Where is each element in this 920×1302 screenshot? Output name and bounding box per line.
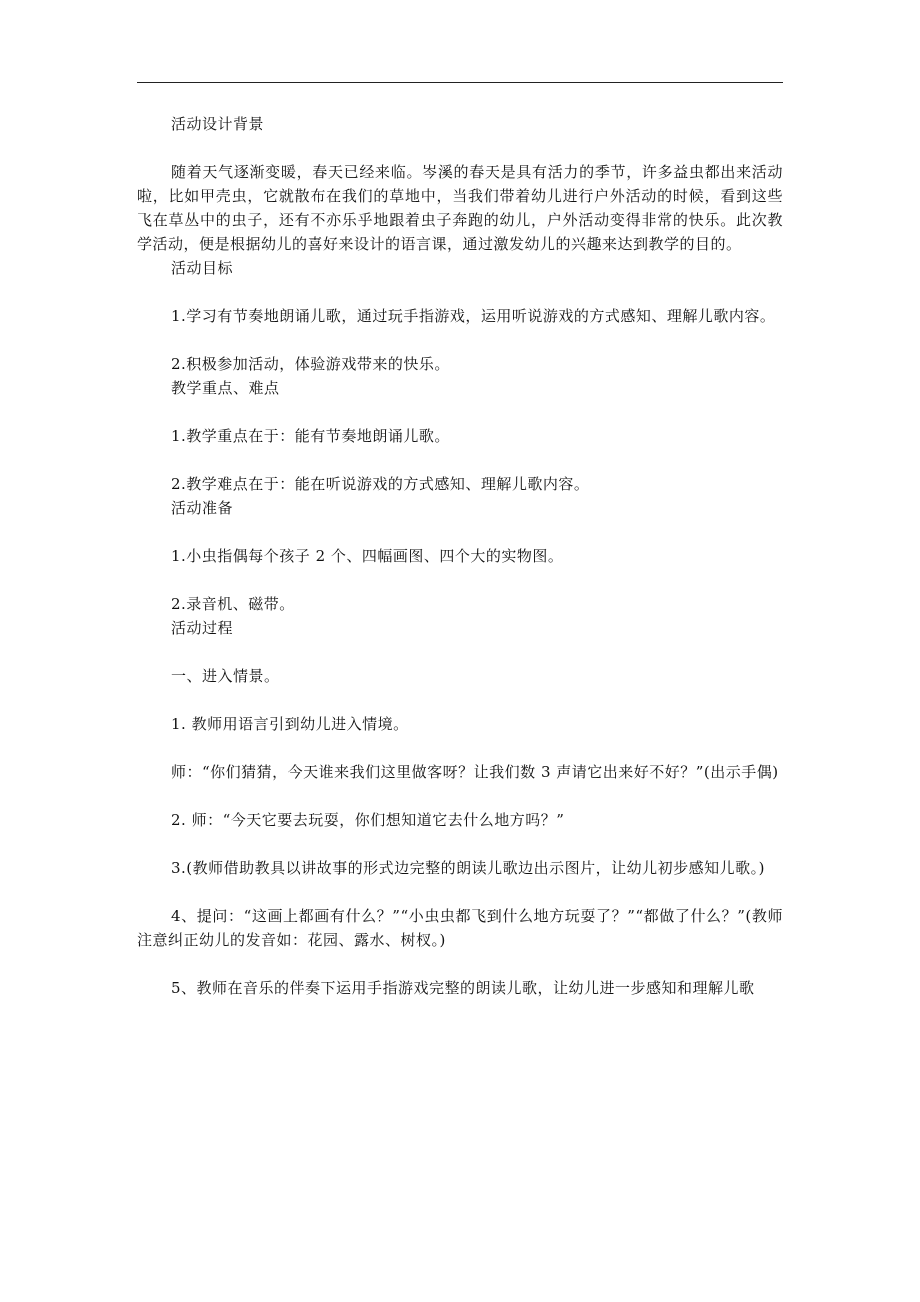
heading-key-points: 教学重点、难点 bbox=[171, 379, 280, 397]
paragraph-process-intro: 一、进入情景。 bbox=[171, 667, 280, 685]
paragraph-goal-2: 2.积极参加活动，体验游戏带来的快乐。 bbox=[171, 355, 450, 373]
paragraph-goal-1: 1.学习有节奏地朗诵儿歌，通过玩手指游戏，运用听说游戏的方式感知、理解儿歌内容。 bbox=[171, 307, 776, 325]
paragraph-process-3: 3.(教师借助教具以讲故事的形式边完整的朗读儿歌边出示图片，让幼儿初步感知儿歌。) bbox=[171, 859, 766, 877]
paragraph-process-5: 5、教师在音乐的伴奏下运用手指游戏完整的朗读儿歌，让幼儿进一步感知和理解儿歌 bbox=[171, 979, 755, 997]
paragraph-preparation-1: 1.小虫指偶每个孩子 2 个、四幅画图、四个大的实物图。 bbox=[171, 547, 564, 565]
paragraph-key-point-1: 1.教学重点在于：能有节奏地朗诵儿歌。 bbox=[171, 427, 450, 445]
paragraph-process-2: 2. 师：“今天它要去玩耍，你们想知道它去什么地方吗？” bbox=[171, 811, 565, 829]
paragraph-process-4: 4、提问：“这画上都画有什么？”“小虫虫都飞到什么地方玩耍了？”“都做了什么？”(教师注意纠正幼儿的发音如：花园、露水、树杈。) bbox=[137, 907, 783, 949]
heading-goals: 活动目标 bbox=[171, 259, 234, 277]
heading-process: 活动过程 bbox=[171, 619, 234, 637]
document-body bbox=[137, 112, 783, 1000]
header-rule bbox=[137, 82, 783, 83]
paragraph-process-1: 1. 教师用语言引到幼儿进入情境。 bbox=[171, 715, 409, 733]
paragraph-key-point-2: 2.教学难点在于：能在听说游戏的方式感知、理解儿歌内容。 bbox=[171, 475, 590, 493]
paragraph-background: 随着天气逐渐变暖，春天已经来临。岑溪的春天是具有活力的季节，许多益虫都出来活动啦，比如甲壳虫，它就散布在我们的草地中，当我们带着幼儿进行户外活动的时候，看到这些飞在草丛中的虫子，还有不亦乐乎地跟着虫子奔跑的幼儿，户外活动变得非常的快乐。此次教学活动，便是根据幼儿的喜好来设计的语言课，通过激发幼儿的兴趣来达到教学的目的。 bbox=[137, 163, 783, 253]
heading-preparation: 活动准备 bbox=[171, 499, 234, 517]
paragraph-process-dialogue: 师：“你们猜猜，今天谁来我们这里做客呀？让我们数 3 声请它出来好不好？”(出示手偶) bbox=[171, 763, 779, 781]
heading-background: 活动设计背景 bbox=[171, 115, 265, 133]
paragraph-preparation-2: 2.录音机、磁带。 bbox=[171, 595, 295, 613]
